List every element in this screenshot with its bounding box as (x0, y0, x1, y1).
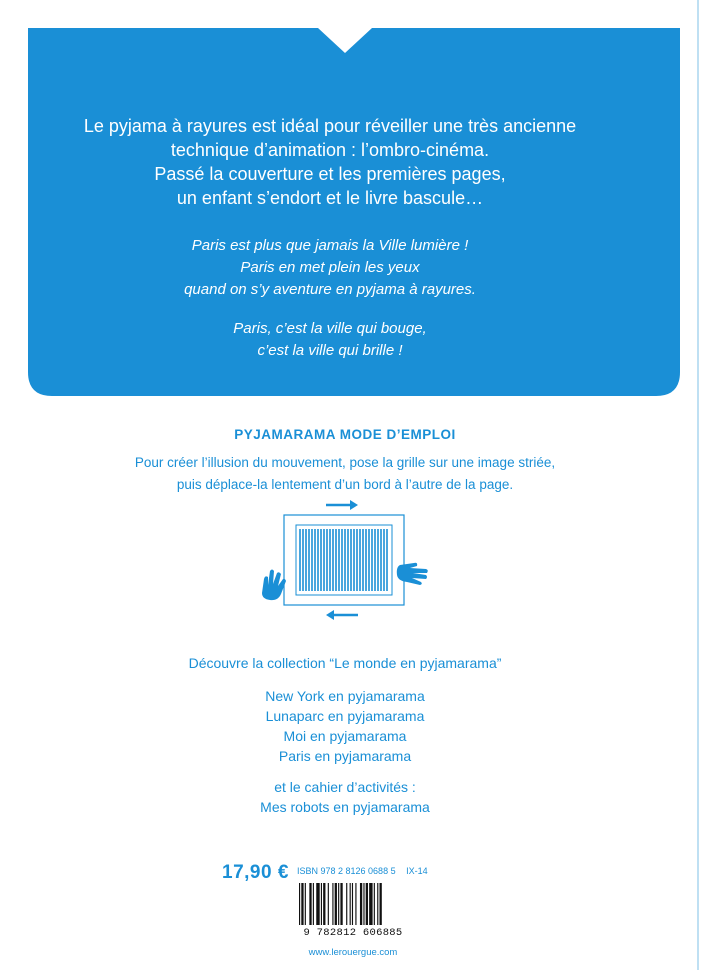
mode-emploi-text (40, 452, 650, 496)
barcode-bar (332, 883, 333, 925)
quote-line: c’est la ville qui brille ! (257, 342, 403, 359)
isbn: ISBN 978 2 8126 0688 5 (297, 866, 396, 876)
barcode-bar (313, 883, 314, 925)
activities-book: Mes robots en pyjamarama (260, 799, 430, 815)
barcode-bar (321, 883, 322, 925)
barcode-bar (380, 883, 382, 925)
quote-line: Paris en met plein les yeux (240, 259, 420, 276)
barcode-bar (360, 883, 362, 925)
quote-line: quand on s’y aventure en pyjama à rayures. (184, 281, 476, 298)
instruction-diagram (250, 495, 440, 630)
mode-emploi-line: puis déplace-la lentement d’un bord à l’autre de la page. (176, 477, 514, 492)
barcode-bar (346, 883, 347, 925)
book-list (0, 686, 690, 766)
price: 17,90 € (222, 862, 289, 883)
quote-line: Paris, c’est la ville qui bouge, (233, 320, 427, 337)
product-code: IX-14 (406, 866, 428, 876)
intro-line: technique d’animation : l’ombro-cinéma. (170, 140, 490, 160)
barcode-digits: 9 782812 606885 (303, 927, 403, 939)
barcode-bar (301, 883, 303, 925)
barcode-bar (299, 883, 300, 925)
barcode-bar (355, 883, 356, 925)
quote-line: Paris est plus que jamais la Ville lumière ! (191, 237, 469, 254)
barcode-bar (323, 883, 325, 925)
collection-title: Découvre la collection “Le monde en pyjamarama” (188, 655, 502, 671)
activities-block (0, 777, 690, 817)
barcode-bar (316, 883, 319, 925)
list-item: New York en pyjamarama (265, 688, 425, 704)
intro-line: un enfant s’endort et le livre bascule… (176, 188, 484, 208)
mode-emploi-title: PYJAMARAMA MODE D’EMPLOI (234, 427, 456, 442)
barcode-bar (350, 883, 351, 925)
mode-emploi-line: Pour créer l’illusion du mouvement, pose la grille sur une image striée, (134, 455, 556, 470)
intro-text (60, 114, 600, 210)
intro-line: Le pyjama à rayures est idéal pour réveiller une très ancienne (83, 116, 577, 136)
quote-paris-lumiere (60, 235, 600, 301)
barcode-bar (369, 883, 372, 925)
barcode-bar (340, 883, 342, 925)
barcode-bar (352, 883, 353, 925)
isbn-line (297, 866, 436, 876)
quote-paris-bouge (60, 318, 600, 362)
barcode-bar (338, 883, 339, 925)
arrow-right-icon (326, 500, 358, 510)
barcode-bar (335, 883, 337, 925)
barcode-bars (289, 881, 417, 927)
barcode-bar (309, 883, 311, 925)
intro-line: Passé la couverture et les premières pages, (154, 164, 506, 184)
barcode-bar (328, 883, 329, 925)
arrow-left-icon (326, 610, 358, 620)
hand-left-icon (262, 570, 286, 601)
barcode-bar (363, 883, 364, 925)
list-item: Lunaparc en pyjamarama (265, 708, 425, 724)
list-item: Moi en pyjamarama (283, 728, 407, 744)
barcode (289, 881, 417, 943)
barcode-bar (377, 883, 378, 925)
barcode-bar (305, 883, 306, 925)
website-link[interactable]: www.lerouergue.com (308, 947, 398, 958)
barcode-bar (366, 883, 368, 925)
list-item: Paris en pyjamarama (278, 748, 412, 764)
activities-label: et le cahier d’activités : (274, 779, 416, 795)
barcode-bar (374, 883, 375, 925)
